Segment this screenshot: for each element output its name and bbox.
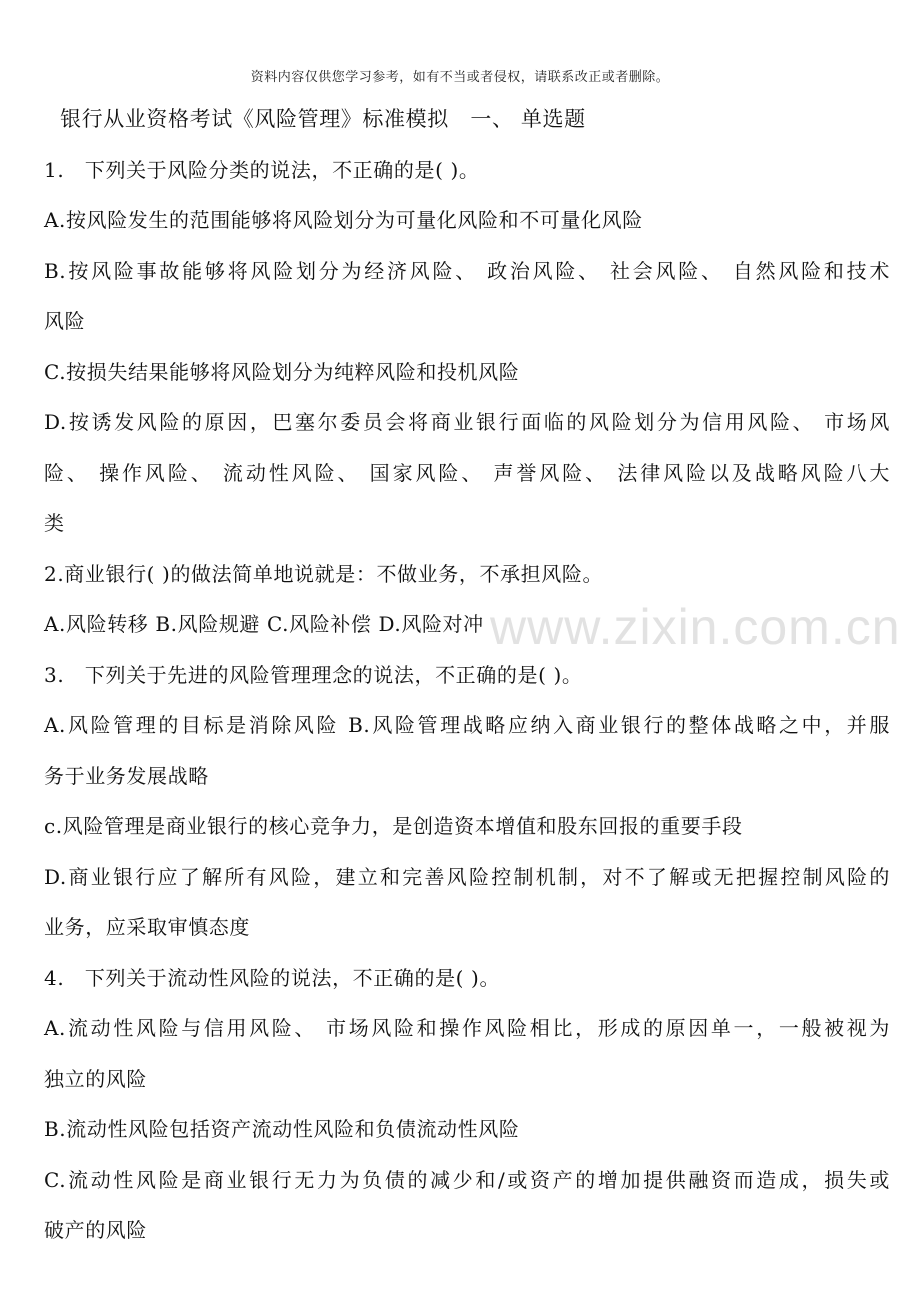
option-1d-end: 类 (44, 511, 65, 535)
options-2: A.风险转移 B.风险规避 C.风险补偿 D.风险对冲 (44, 612, 484, 636)
watermark: www.zixin.com.cn (490, 599, 901, 655)
option-4b: B.流动性风险包括资产流动性风险和负债流动性风险 (44, 1117, 520, 1141)
page-title: 银行从业资格考试《风险管理》标准模拟 一、 单选题 (60, 107, 586, 131)
question-4: 4. 下列关于流动性风险的说法，不正确的是( )。 (44, 965, 501, 990)
question-1: 1. 下列关于风险分类的说法，不正确的是( )。 (44, 157, 480, 182)
option-3c: c.风险管理是商业银行的核心竞争力，是创造资本增值和股东回报的重要手段 (44, 814, 743, 838)
option-3ab: A.风险管理的目标是消除风险 B.风险管理战略应纳入商业银行的整体战略之中，并服 (44, 713, 890, 737)
option-4c: C.流动性风险是商业银行无力为负债的减少和/或资产的增加提供融资而造成，损失或 (44, 1167, 890, 1192)
question-3: 3. 下列关于先进的风险管理理念的说法，不正确的是( )。 (44, 662, 583, 687)
option-1d-cont: 险、 操作风险、 流动性风险、 国家风险、 声誉风险、 法律风险以及战略风险八大 (44, 460, 890, 485)
option-1b: B.按风险事故能够将风险划分为经济风险、 政治风险、 社会风险、 自然风险和技术 (44, 258, 890, 283)
copyright-notice: 资料内容仅供您学习参考，如有不当或者侵权，请联系改正或者删除。 (250, 70, 670, 85)
option-1b-cont: 风险 (44, 309, 86, 333)
question-2: 2.商业银行( )的做法简单地说就是：不做业务，不承担风险。 (44, 561, 604, 586)
option-1d: D.按诱发风险的原因，巴塞尔委员会将商业银行面临的风险划分为信用风险、 市场风 (44, 410, 890, 434)
option-3b-cont: 务于业务发展战略 (44, 763, 209, 788)
option-3d-cont: 业务，应采取审慎态度 (44, 915, 250, 939)
option-4c-cont: 破产的风险 (44, 1218, 147, 1242)
option-1c: C.按损失结果能够将风险划分为纯粹风险和投机风险 (44, 359, 520, 384)
document-body (44, 94, 890, 1256)
option-4a: A.流动性风险与信用风险、 市场风险和操作风险相比，形成的原因单一，一般被视为 (44, 1016, 890, 1040)
option-3d: D.商业银行应了解所有风险，建立和完善风险控制机制，对不了解或无把握控制风险的 (44, 864, 890, 889)
option-1a: A.按风险发生的范围能够将风险划分为可量化风险和不可量化风险 (44, 208, 643, 232)
option-4a-cont: 独立的风险 (44, 1066, 147, 1091)
